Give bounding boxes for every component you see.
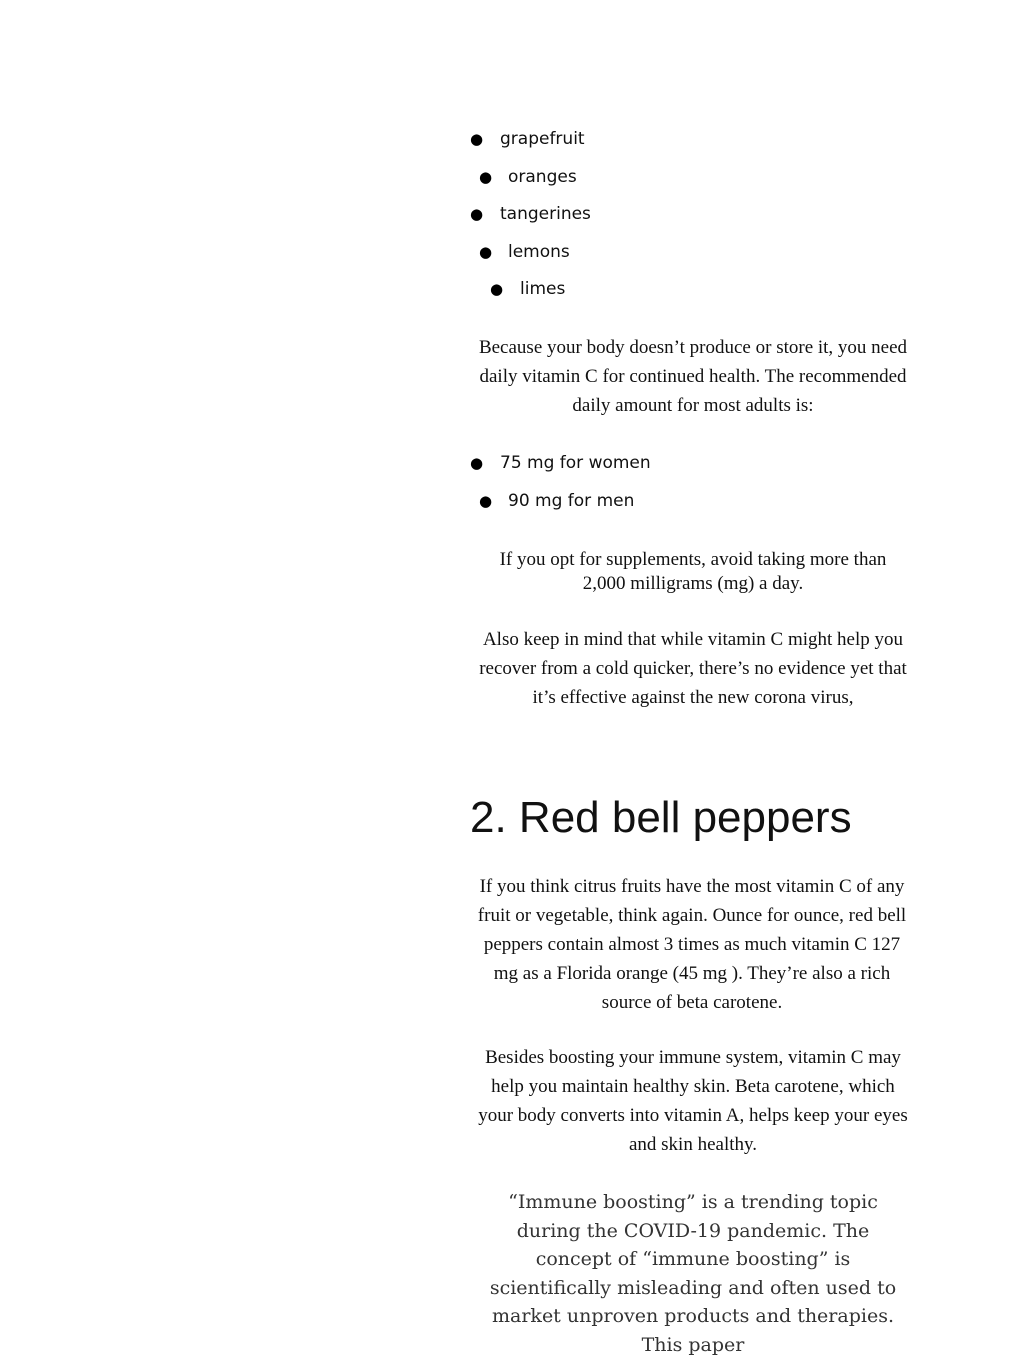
list-item	[468, 121, 768, 159]
list-item	[468, 483, 768, 521]
list-item-label: tangerines	[500, 204, 591, 224]
bullet-icon: ●	[479, 167, 493, 186]
bullet-icon: ●	[470, 130, 484, 148]
list-item-label: 75 mg for women	[500, 453, 651, 473]
bullet-icon: ●	[479, 491, 493, 510]
section-heading: 2. Red bell peppers	[470, 793, 852, 842]
bullet-icon: ●	[470, 205, 484, 223]
bullet-icon: ●	[479, 242, 493, 261]
bullet-icon: ●	[490, 280, 504, 298]
list-item-label: lemons	[508, 241, 570, 262]
list-item-label: grapefruit	[500, 129, 585, 149]
citrus-fruit-list	[468, 121, 768, 309]
skin-paragraph: Besides boosting your immune system, vitamin C may help you maintain healthy skin. Beta carotene, which your body converts into vitamin A, helps keep your eyes and skin healthy.	[478, 1047, 908, 1155]
supplements-paragraph: If you opt for supplements, avoid taking more than 2,000 milligrams (mg) a day.	[499, 549, 887, 594]
list-item	[468, 196, 768, 234]
bullet-icon: ●	[470, 454, 484, 472]
list-item-label: 90 mg for men	[508, 490, 635, 511]
peppers-paragraph: If you think citrus fruits have the most vitamin C of any fruit or vegetable, think again. Ounce for ounce, red bell peppers contain almost 3 times as much vitamin C 127 mg as a Florida orange (45 mg ). They’re also a rich source of beta carotene.	[477, 876, 907, 1013]
list-item-label: limes	[520, 279, 566, 299]
list-item	[468, 445, 768, 483]
cold-paragraph: Also keep in mind that while vitamin C might help you recover from a cold quicker, there’s no evidence yet that it’s effective against the new corona virus,	[479, 629, 907, 708]
list-item-label: oranges	[508, 166, 577, 187]
immune-boosting-paragraph: “Immune boosting” is a trending topic during the COVID-19 pandemic. The concept of “immune boosting” is scientifically misleading and often used to market unproven products and therapies. This paper	[489, 1191, 897, 1356]
list-item	[468, 271, 768, 309]
list-item	[468, 234, 768, 272]
daily-amount-list	[468, 445, 768, 520]
list-item	[468, 159, 768, 197]
daily-vitamin-paragraph: Because your body doesn’t produce or store it, you need daily vitamin C for continued health. The recommended daily amount for most adults is:	[478, 337, 908, 416]
